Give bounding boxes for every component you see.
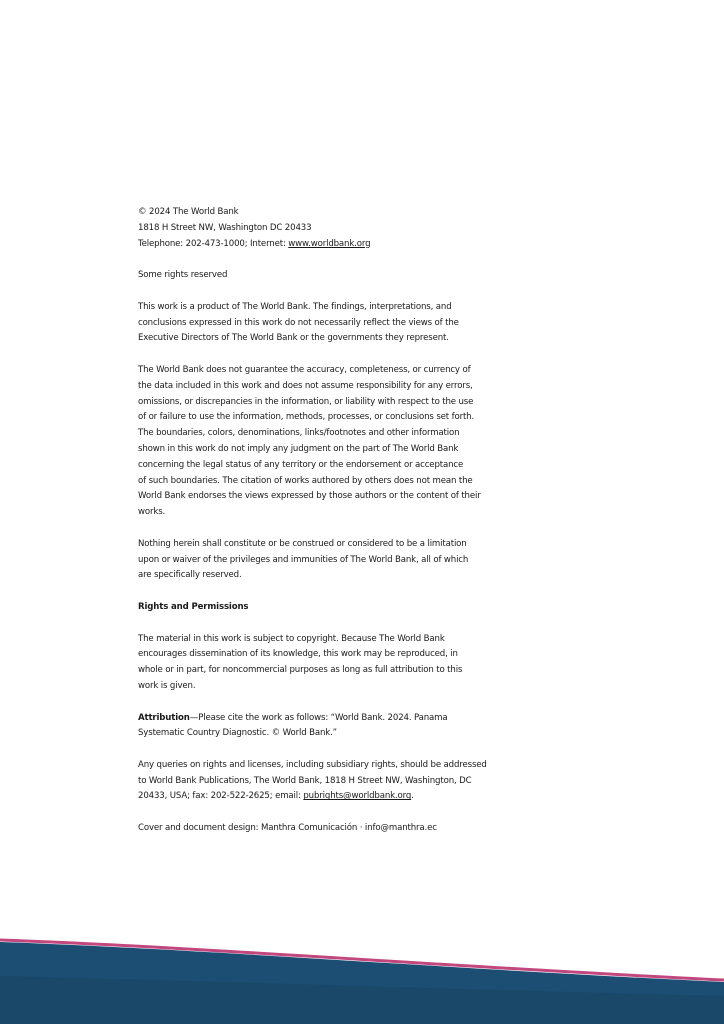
copyright-notice-line: whole or in part, for noncommercial purposes as long as full attribution to this bbox=[138, 665, 463, 676]
copyright-notice-line: encourages dissemination of its knowledge, this work may be reproduced, in bbox=[138, 649, 458, 660]
disclaimer-line: of or failure to use the information, methods, processes, or conclusions set forth. bbox=[138, 412, 475, 423]
fax-text: 20433, USA; fax: 202-522-2625; email: bbox=[138, 791, 304, 802]
copyright-notice-line: work is given. bbox=[138, 680, 196, 691]
contact-line bbox=[138, 237, 498, 253]
disclaimer-line: the data included in this work and does not assume responsibility for any errors, bbox=[138, 380, 473, 391]
telephone-text: Telephone: 202-473-1000; Internet: bbox=[138, 238, 289, 249]
immunities-line: Nothing herein shall constitute or be construed or considered to be a limitation bbox=[138, 538, 467, 549]
rights-reserved: Some rights reserved bbox=[138, 270, 228, 281]
copyright-page-body bbox=[138, 205, 498, 837]
immunities-line: are specifically reserved. bbox=[138, 570, 242, 581]
product-statement-line: conclusions expressed in this work do not necessarily reflect the views of the bbox=[138, 317, 459, 328]
website-link[interactable]: www.worldbank.org bbox=[288, 238, 371, 249]
disclaimer-line: The World Bank does not guarantee the accuracy, completeness, or currency of bbox=[138, 364, 471, 375]
copyright-line: © 2024 The World Bank bbox=[138, 207, 239, 217]
product-statement-line: This work is a product of The World Bank. The findings, interpretations, and bbox=[138, 301, 452, 312]
disclaimer-line: concerning the legal status of any territory or the endorsement or acceptance bbox=[138, 459, 464, 470]
attribution-line: Systematic Country Diagnostic. © World Bank.” bbox=[138, 728, 337, 739]
product-statement-line: Executive Directors of The World Bank or the governments they represent. bbox=[138, 333, 449, 344]
attribution-label: Attribution bbox=[138, 712, 190, 723]
queries-period: . bbox=[411, 791, 414, 802]
immunities-line: upon or waiver of the privileges and immunities of The World Bank, all of which bbox=[138, 554, 469, 565]
disclaimer-line: World Bank endorses the views expressed by those authors or the content of their bbox=[138, 491, 481, 502]
copyright-notice-line: The material in this work is subject to copyright. Because The World Bank bbox=[138, 633, 445, 644]
attribution-text: —Please cite the work as follows: “World Bank. 2024. Panama bbox=[189, 712, 448, 723]
attribution-line bbox=[138, 711, 498, 727]
disclaimer-line: works. bbox=[138, 507, 166, 518]
queries-line: to World Bank Publications, The World Bank, 1818 H Street NW, Washington, DC bbox=[138, 775, 472, 786]
queries-line bbox=[138, 789, 498, 805]
disclaimer-line: shown in this work do not imply any judgment on the part of The World Bank bbox=[138, 443, 459, 454]
disclaimer-line: of such boundaries. The citation of works authored by others does not mean the bbox=[138, 475, 473, 486]
email-link[interactable]: pubrights@worldbank.org bbox=[303, 791, 412, 802]
design-credit: Cover and document design: Manthra Comunicación · info@manthra.ec bbox=[138, 823, 437, 834]
address-line: 1818 H Street NW, Washington DC 20433 bbox=[138, 222, 312, 233]
disclaimer-line: omissions, or discrepancies in the information, or liability with respect to the use bbox=[138, 396, 474, 407]
disclaimer-line: The boundaries, colors, denominations, links/footnotes and other information bbox=[138, 428, 460, 439]
queries-line: Any queries on rights and licenses, including subsidiary rights, should be addressed bbox=[138, 759, 487, 770]
footer-wave-decoration bbox=[0, 924, 724, 1024]
rights-permissions-heading: Rights and Permissions bbox=[138, 601, 249, 612]
